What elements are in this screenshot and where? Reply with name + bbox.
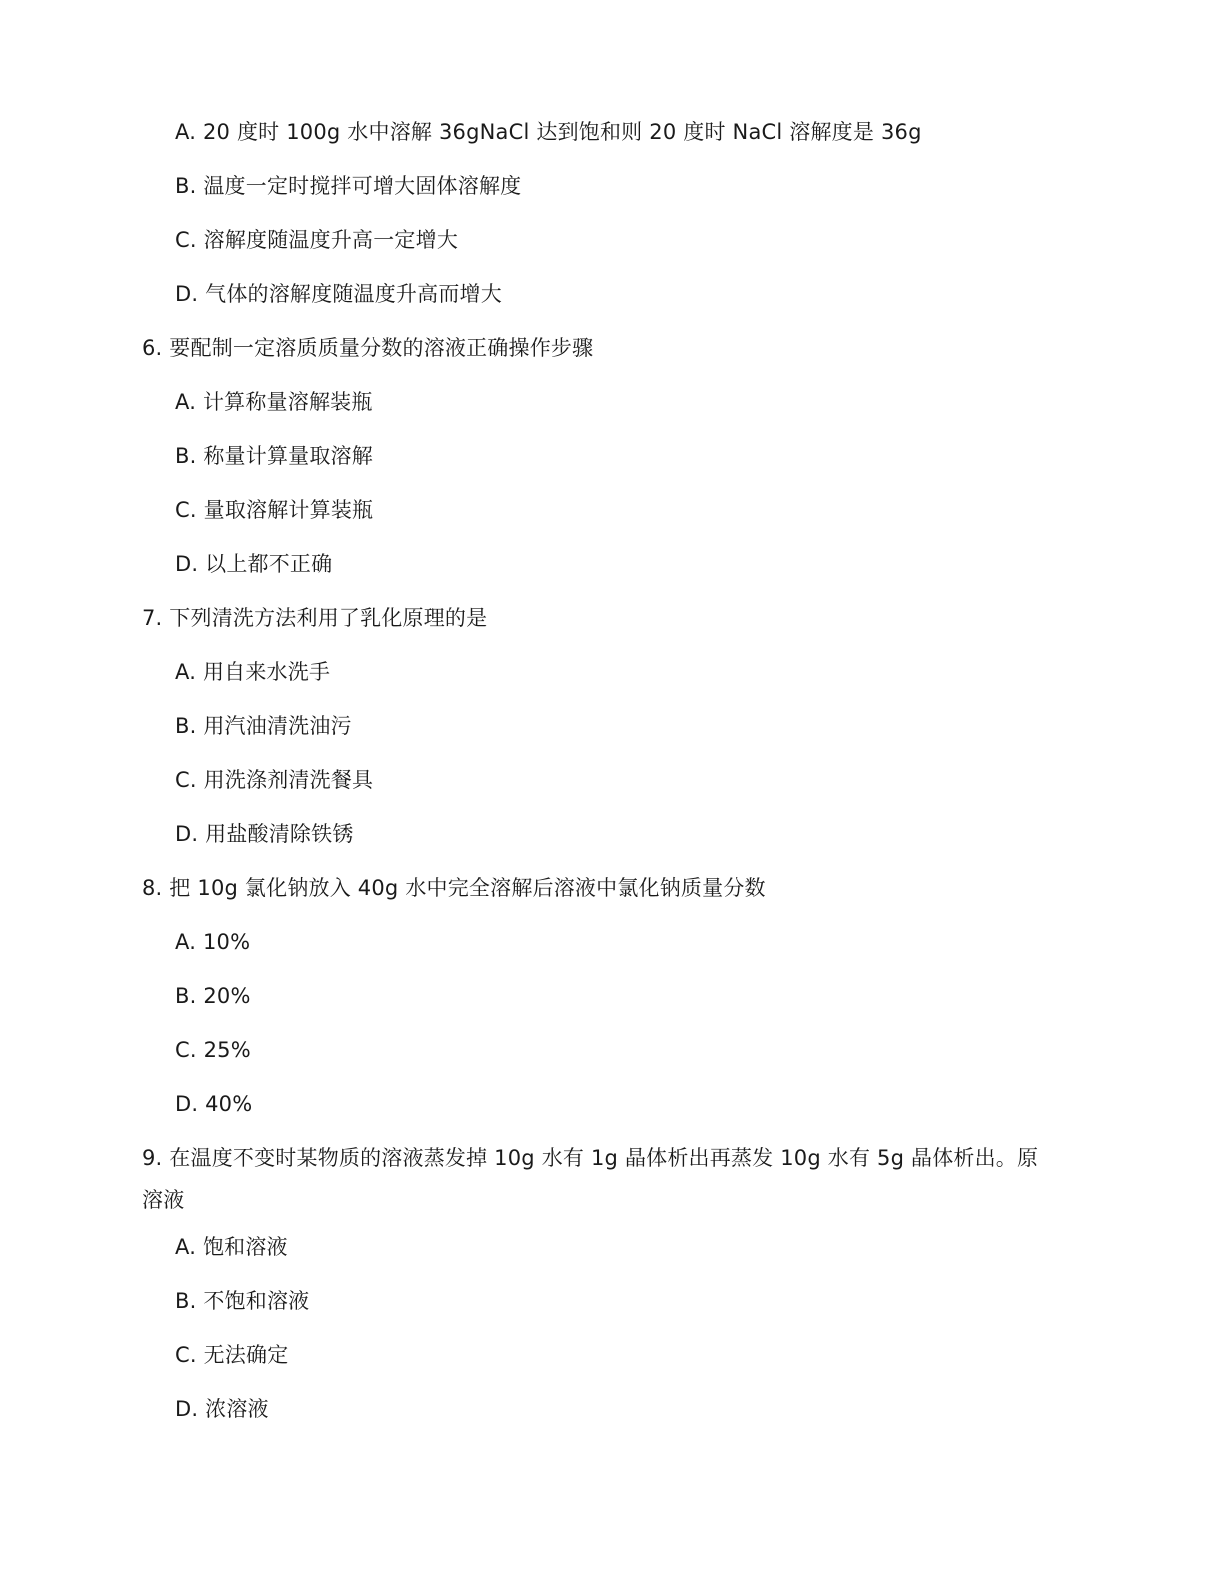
q8-option-c: C. 25% [175, 1038, 251, 1062]
q5-option-c: C. 溶解度随温度升高一定增大 [175, 228, 459, 252]
q9-option-a: A. 饱和溶液 [175, 1235, 288, 1259]
q6-option-a: A. 计算称量溶解装瓶 [175, 390, 373, 414]
q7-option-a: A. 用自来水洗手 [175, 660, 331, 684]
q7-option-b: B. 用汽油清洗油污 [175, 714, 352, 738]
q7-stem: 7. 下列清洗方法利用了乳化原理的是 [142, 606, 488, 630]
q6-option-d: D. 以上都不正确 [175, 552, 333, 576]
q9-option-c: C. 无法确定 [175, 1343, 289, 1367]
q9-stem-line2: 溶液 [142, 1188, 185, 1212]
q7-option-d: D. 用盐酸清除铁锈 [175, 822, 354, 846]
q6-option-b: B. 称量计算量取溶解 [175, 444, 373, 468]
q5-option-b: B. 温度一定时搅拌可增大固体溶解度 [175, 174, 522, 198]
q8-option-d: D. 40% [175, 1092, 253, 1116]
q8-option-a: A. 10% [175, 930, 251, 954]
q6-option-c: C. 量取溶解计算装瓶 [175, 498, 374, 522]
q9-option-d: D. 浓溶液 [175, 1397, 269, 1421]
q7-option-c: C. 用洗涤剂清洗餐具 [175, 768, 374, 792]
q8-option-b: B. 20% [175, 984, 251, 1008]
q6-stem: 6. 要配制一定溶质质量分数的溶液正确操作步骤 [142, 336, 594, 360]
q9-option-b: B. 不饱和溶液 [175, 1289, 310, 1313]
q8-stem: 8. 把 10g 氯化钠放入 40g 水中完全溶解后溶液中氯化钠质量分数 [142, 876, 766, 900]
q5-option-d: D. 气体的溶解度随温度升高而增大 [175, 282, 502, 306]
q5-option-a: A. 20 度时 100g 水中溶解 36gNaCl 达到饱和则 20 度时 NaCl 溶解度是 36g [175, 120, 922, 144]
q9-stem-line1: 9. 在温度不变时某物质的溶液蒸发掉 10g 水有 1g 晶体析出再蒸发 10g 水有 5g 晶体析出。原 [142, 1146, 1039, 1170]
